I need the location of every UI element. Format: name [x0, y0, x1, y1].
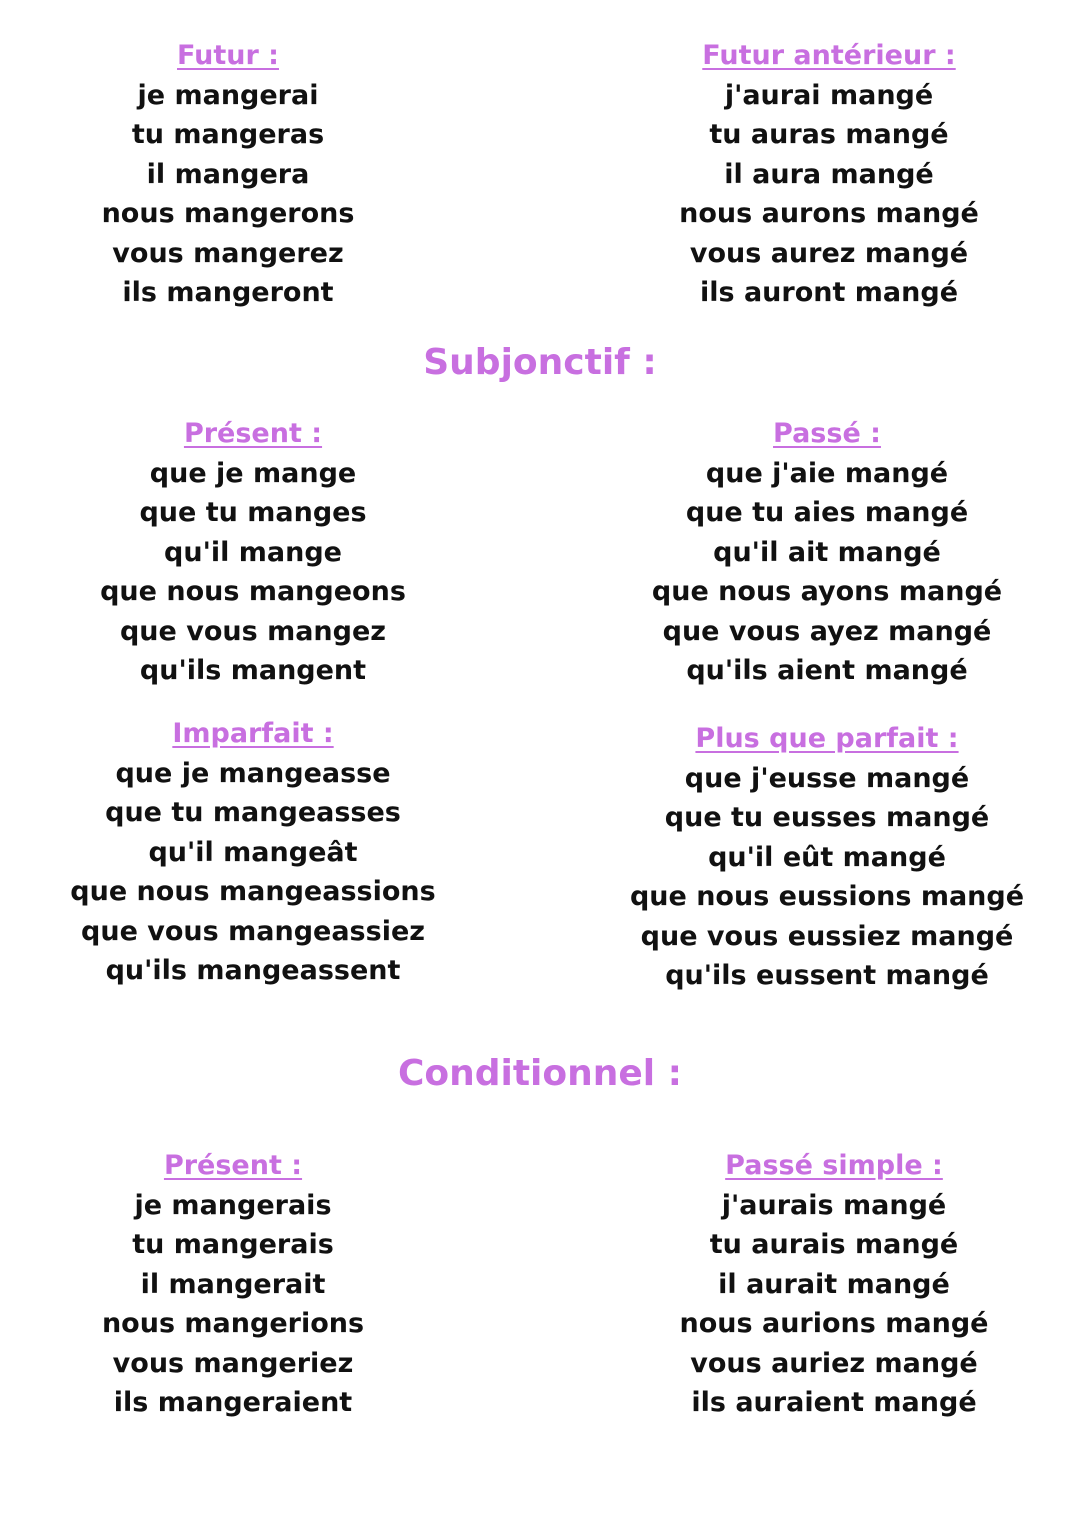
futur-anterieur-title: Futur antérieur :: [702, 40, 956, 71]
conjugation-line: que tu eusses mangé: [664, 802, 990, 833]
conjugation-line: vous auriez mangé: [690, 1347, 978, 1379]
conjugation-line: tu aurais mangé: [709, 1229, 959, 1260]
conjugation-line: nous aurions mangé: [679, 1308, 989, 1339]
subjonctif-passe-title: Passé :: [773, 418, 881, 449]
conjugation-line: nous mangerons: [101, 198, 355, 229]
subjonctif-present-block: [100, 414, 406, 691]
conjugation-line: il aurait mangé: [718, 1268, 950, 1300]
conjugation-line: que tu aies mangé: [685, 497, 969, 528]
conjugation-line: nous mangerions: [101, 1308, 365, 1339]
conjugation-line: ils mangeraient: [113, 1387, 353, 1418]
conditionnel-heading: Conditionnel :: [397, 1053, 683, 1094]
conjugation-line: qu'il mange: [164, 536, 342, 568]
conjugation-line: nous aurons mangé: [679, 198, 979, 229]
subjonctif-imparfait-block: [70, 714, 435, 991]
futur-title: Futur :: [177, 40, 279, 71]
conjugation-line: vous mangeriez: [112, 1347, 354, 1379]
conjugation-line: que nous mangeons: [100, 576, 406, 607]
conjugation-line: qu'il mangeât: [148, 836, 358, 868]
conjugation-line: que nous eussions mangé: [629, 881, 1025, 912]
subjonctif-passe-block: [652, 414, 1002, 691]
conditionnel-present-title: Présent :: [163, 1150, 303, 1181]
conditionnel-passe-simple-title: Passé simple :: [725, 1150, 943, 1181]
conjugation-line: il mangerait: [140, 1268, 326, 1300]
futur-block: [102, 36, 355, 313]
subjonctif-plus-que-parfait-block: [630, 719, 1024, 996]
conjugation-line: qu'il ait mangé: [713, 536, 941, 568]
conjugation-line: ils auraient mangé: [691, 1387, 977, 1418]
conjugation-line: qu'ils eussent mangé: [665, 960, 989, 991]
conjugation-line: que j'aie mangé: [705, 457, 949, 489]
conjugation-line: que vous mangez: [119, 615, 387, 647]
conjugation-line: tu mangeras: [131, 119, 325, 150]
conjugation-line: que je mange: [149, 457, 357, 489]
conjugation-line: qu'ils aient mangé: [686, 655, 968, 686]
conjugation-line: ils mangeront: [122, 277, 334, 308]
conjugation-line: que nous mangeassions: [70, 876, 436, 907]
conditionnel-passe-simple-block: [680, 1146, 989, 1423]
subjonctif-plus-que-parfait-title: Plus que parfait :: [695, 723, 959, 754]
conjugation-line: j'aurais mangé: [721, 1189, 947, 1221]
conditionnel-present-block: [102, 1146, 364, 1423]
conjugation-line: que nous ayons mangé: [651, 576, 1003, 607]
conjugation-line: je mangerai: [137, 79, 319, 111]
conjugation-line: que tu manges: [139, 497, 367, 528]
conjugation-line: il mangera: [146, 158, 310, 190]
conjugation-line: que je mangeasse: [115, 757, 391, 789]
conjugation-line: je mangerais: [134, 1189, 332, 1221]
conjugation-line: que vous eussiez mangé: [640, 920, 1014, 952]
subjonctif-present-title: Présent :: [183, 418, 323, 449]
conjugation-line: j'aurai mangé: [724, 79, 934, 111]
conjugation-line: qu'il eût mangé: [708, 841, 946, 873]
conjugation-line: qu'ils mangeassent: [105, 955, 401, 986]
conjugation-line: vous aurez mangé: [689, 237, 969, 269]
conjugation-line: que tu mangeasses: [105, 797, 401, 828]
conjugation-line: ils auront mangé: [699, 277, 959, 308]
conjugation-line: tu auras mangé: [709, 119, 949, 150]
conjugation-line: que vous mangeassiez: [81, 915, 425, 947]
conjugation-line: qu'ils mangent: [139, 655, 367, 686]
conjugation-line: vous mangerez: [112, 237, 344, 269]
subjonctif-imparfait-title: Imparfait :: [172, 718, 334, 749]
conjugation-line: tu mangerais: [132, 1229, 334, 1260]
futur-anterieur-block: [679, 36, 979, 313]
conjugation-line: que vous ayez mangé: [662, 615, 992, 647]
subjonctif-heading: Subjonctif :: [423, 342, 657, 383]
conjugation-line: que j'eusse mangé: [684, 762, 970, 794]
conjugation-line: il aura mangé: [724, 158, 934, 190]
